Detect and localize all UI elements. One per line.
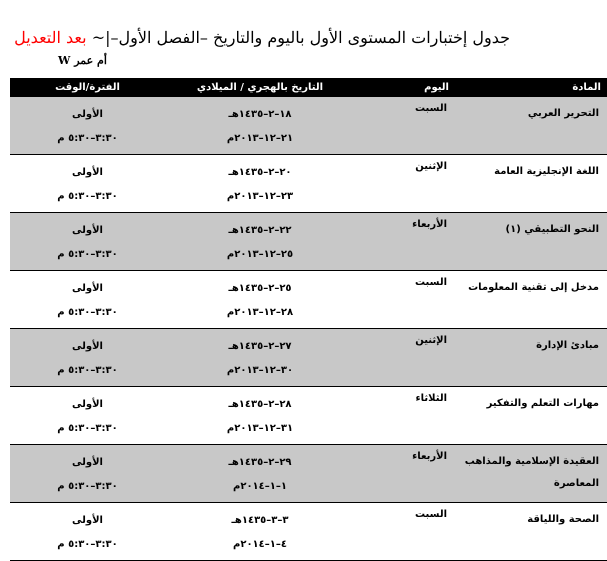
exam-time: ٣:٣٠–٥:٣٠ م — [57, 249, 118, 260]
exam-time: ٣:٣٠–٥:٣٠ م — [57, 539, 118, 550]
exam-period: الأولى — [72, 341, 103, 352]
hijri-date: ٢٥–٢–١٤٣٥هـ — [228, 283, 292, 294]
exam-period: الأولى — [72, 109, 103, 120]
hijri-date: ٢٧–٢–١٤٣٥هـ — [228, 341, 292, 352]
exam-day: السبت — [355, 271, 455, 329]
hijri-date: ٣–٣–١٤٣٥هـ — [231, 515, 289, 526]
exam-day: السبت — [355, 97, 455, 155]
exam-time: ٣:٣٠–٥:٣٠ م — [57, 423, 118, 434]
exam-period: الأولى — [72, 167, 103, 178]
hijri-date: ١٨–٢–١٤٣٥هـ — [228, 109, 292, 120]
header-date: التاريخ بالهجري / الميلادي — [165, 78, 355, 97]
exam-day: الإثنين — [355, 155, 455, 213]
header-time: الفترة/الوقت — [10, 78, 165, 97]
author-signature: أم عمر W — [58, 54, 107, 67]
exam-period: الأولى — [72, 457, 103, 468]
exam-period: الأولى — [72, 225, 103, 236]
table-row — [10, 387, 607, 445]
subject-name: التحرير العربي — [527, 108, 599, 119]
subject-name: اللغة الإنجليزية العامة — [494, 166, 599, 177]
gregorian-date: ٤–١–٢٠١٤م — [233, 539, 287, 550]
table-header-row — [10, 78, 607, 97]
exam-time: ٣:٣٠–٥:٣٠ م — [57, 133, 118, 144]
exam-day: الثلاثاء — [355, 387, 455, 445]
title-main: جدول إختبارات المستوى الأول باليوم والتاريخ –الفصل الأول–|~ — [91, 28, 510, 47]
gregorian-date: ٣٠–١٢–٢٠١٣م — [226, 365, 294, 376]
table-row — [10, 155, 607, 213]
gregorian-date: ٢١–١٢–٢٠١٣م — [226, 133, 294, 144]
exam-time: ٣:٣٠–٥:٣٠ م — [57, 191, 118, 202]
exam-day: الإثنين — [355, 329, 455, 387]
hijri-date: ٢٢–٢–١٤٣٥هـ — [228, 225, 292, 236]
gregorian-date: ١–١–٢٠١٤م — [233, 481, 287, 492]
exam-period: الأولى — [72, 283, 103, 294]
exam-time: ٣:٣٠–٥:٣٠ م — [57, 307, 118, 318]
page-title — [14, 28, 510, 47]
exam-time: ٣:٣٠–٥:٣٠ م — [57, 481, 118, 492]
exam-day: الأربعاء — [355, 213, 455, 271]
gregorian-date: ٢٥–١٢–٢٠١٣م — [226, 249, 294, 260]
subject-name: العقيدة الإسلامية والمذاهب المعاصرة — [464, 456, 599, 489]
gregorian-date: ٢٣–١٢–٢٠١٣م — [226, 191, 294, 202]
subject-name: مدخل إلى تقنية المعلومات — [468, 282, 599, 293]
gregorian-date: ٣١–١٢–٢٠١٣م — [226, 423, 294, 434]
exam-day: الأربعاء — [355, 445, 455, 503]
exam-schedule-table — [10, 78, 607, 561]
subject-name: الصحة واللياقة — [527, 514, 599, 525]
hijri-date: ٢٩–٢–١٤٣٥هـ — [228, 457, 292, 468]
subject-name: مبادئ الإدارة — [536, 340, 599, 351]
header-day: اليوم — [355, 78, 455, 97]
subject-name: النحو التطبيقي (١) — [505, 224, 599, 235]
table-row — [10, 213, 607, 271]
header-subject: المادة — [455, 78, 607, 97]
exam-time: ٣:٣٠–٥:٣٠ م — [57, 365, 118, 376]
table-row — [10, 271, 607, 329]
hijri-date: ٢٨–٢–١٤٣٥هـ — [228, 399, 292, 410]
gregorian-date: ٢٨–١٢–٢٠١٣م — [226, 307, 294, 318]
table-row — [10, 97, 607, 155]
exam-period: الأولى — [72, 399, 103, 410]
table-row — [10, 445, 607, 503]
hijri-date: ٢٠–٢–١٤٣٥هـ — [228, 167, 292, 178]
table-row — [10, 329, 607, 387]
table-row — [10, 503, 607, 561]
subject-name: مهارات التعلم والتفكير — [486, 398, 599, 409]
exam-day: السبت — [355, 503, 455, 561]
title-accent: بعد التعديل — [14, 28, 87, 47]
exam-period: الأولى — [72, 515, 103, 526]
